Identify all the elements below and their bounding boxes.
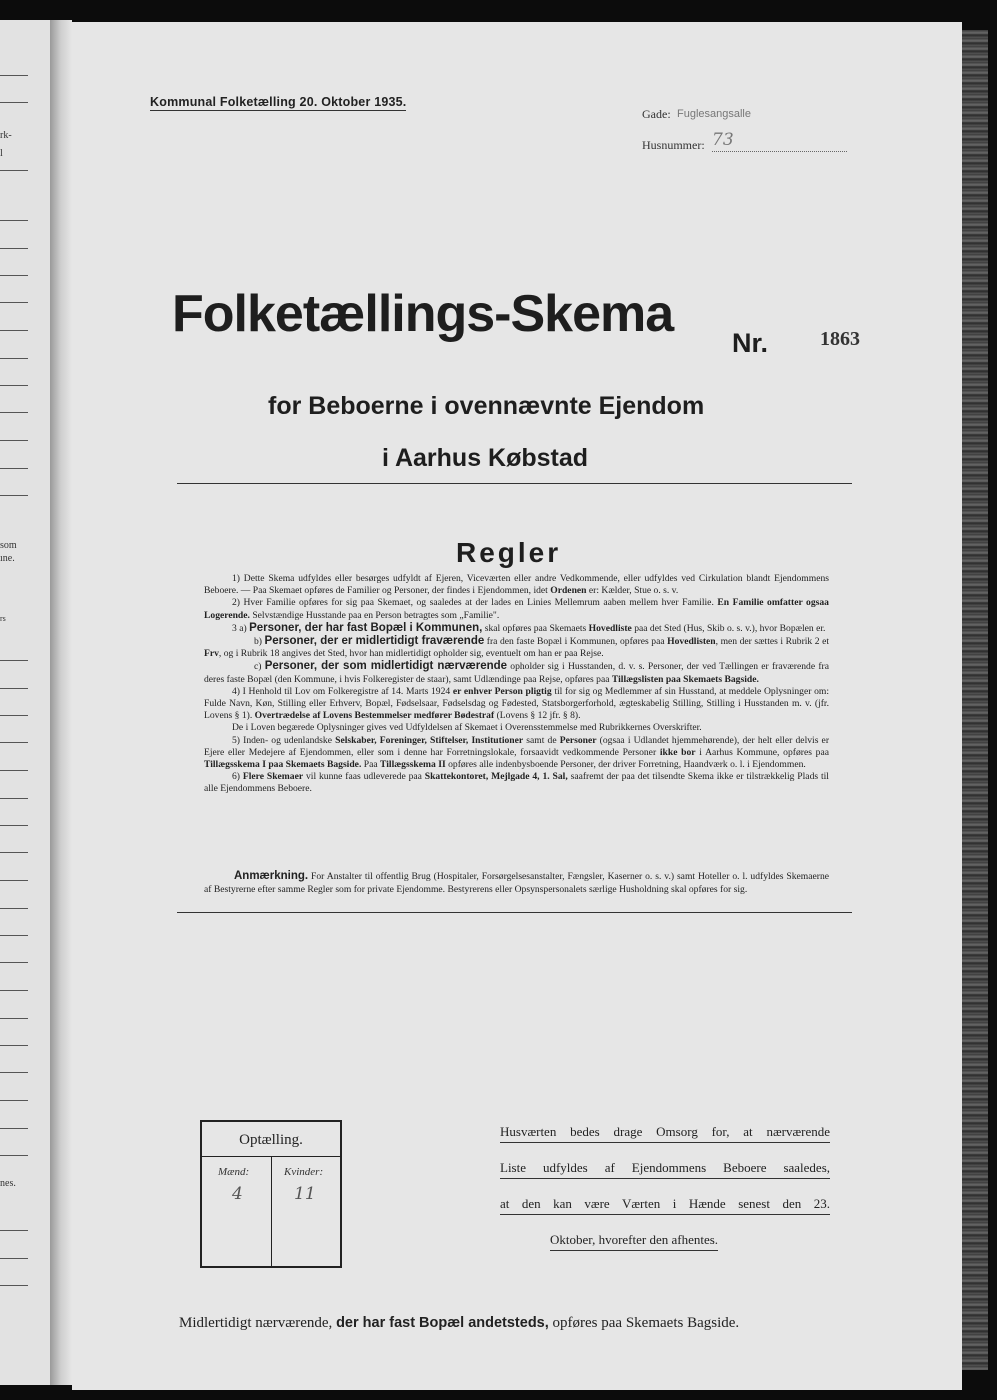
notice-line: Oktober, hvorefter den afhentes. bbox=[550, 1232, 718, 1251]
left-page-fragment: nes. bbox=[0, 1178, 16, 1189]
notice-line: Husværten bedes drage Omsorg for, at nærværende bbox=[500, 1124, 830, 1143]
rule-2: 2) Hver Familie opføres for sig paa Skemaet, og saaledes at der lades en Linies Mellemrum aaben mellem hver Familie. En Familie omfatter ogsaa Logerende. Selvstændige Husstande paa en Person betragtes som „Familie". bbox=[204, 597, 829, 621]
rules-text bbox=[204, 573, 829, 796]
husnummer-dotted-line bbox=[712, 151, 847, 152]
divider-bottom bbox=[177, 912, 852, 913]
maend-label: Mænd: bbox=[218, 1166, 250, 1178]
notice-line: Liste udfyldes af Ejendommens Beboere saaledes, bbox=[500, 1160, 830, 1179]
husnummer-label: Husnummer: bbox=[642, 138, 705, 152]
optaelling-title: Optælling. bbox=[239, 1132, 303, 1148]
anmaerkning-note bbox=[204, 870, 829, 896]
rule-3b: b) Personer, der er midlertidigt fraværende fra den faste Bopæl i Kommunen, opføres paa Hovedlisten, men der sættes i Rubrik 2 et Frv, og i Rubrik 18 angives det Sted, hvor han midlertidigt opholder sig, eventuelt om han er paa Rejse. bbox=[204, 635, 829, 660]
form-number-label: Nr. bbox=[732, 328, 769, 358]
husnummer-value-handwritten: 73 bbox=[712, 130, 734, 150]
left-page-fragment: rs bbox=[0, 614, 6, 623]
divider-top bbox=[177, 483, 852, 484]
left-page-fragment: l bbox=[0, 148, 3, 159]
kvinder-label: Kvinder: bbox=[284, 1166, 324, 1178]
form-subtitle-1: for Beboerne i ovennævnte Ejendom bbox=[268, 392, 705, 420]
rule-4: 4) I Henhold til Lov om Folkeregistre af 14. Marts 1924 er enhver Person pligtig til for sig og Medlemmer af sin Husstand, at meddele Oplysninger om: Fulde Navn, Køn, Stilling eller Erhverv, Bopæl, Fødselsaar, Fødselsdag og Fødested, Statsborgerforhold, ægteskabelig Stilling, Stilling i Husstanden m. v. (jfr. Lovens § 1). Overtrædelse af Lovens Bestemmelser medfører Bødestraf (Lovens § 12 jfr. § 8). bbox=[204, 685, 829, 722]
rule-1: 1) Dette Skema udfyldes eller besørges udfyldt af Ejeren, Viceværten eller andre Vedkommende, eller udfyldes ved Cirkulation blandt Ejendommens Beboere. — Paa Skemaet opføres de Familier og Personer, der findes i Ejendommen, idet Ordenen er: Kælder, Stue o. s. v. bbox=[204, 573, 829, 597]
kvinder-count-handwritten: 11 bbox=[294, 1184, 316, 1204]
rule-3c: c) Personer, der som midlertidigt nærværende opholder sig i Husstanden, d. v. s. Personer, der ved Tællingen er fraværende fra deres faste Bopæl (den Kommune, i hvis Folkeregister de staar), samt Udlændinge paa Rejse, opføres paa Tillægslisten paa Skemaets Bagside. bbox=[204, 660, 829, 685]
optaelling-box bbox=[200, 1120, 342, 1268]
landlord-notice bbox=[500, 1124, 830, 1268]
left-page-fragment: ıne. bbox=[0, 553, 15, 564]
footer-note: Midlertidigt nærværende, der har fast Bopæl andetsteds, opføres paa Skemaets Bagside. bbox=[179, 1315, 740, 1331]
optaelling-column-divider bbox=[271, 1156, 272, 1266]
left-page-fragment: som bbox=[0, 540, 17, 551]
gade-value-stamp: Fuglesangsalle bbox=[677, 108, 751, 120]
rule-4-note: De i Loven begærede Oplysninger gives ved Udfyldelsen af Skemaet i Overensstemmelse med Rubrikkernes Overskrifter. bbox=[232, 722, 702, 734]
form-number-value: 1863 bbox=[820, 328, 860, 350]
form-title: Folketællings-Skema bbox=[172, 285, 674, 343]
rule-5: 5) Inden- og udenlandske Selskaber, Foreninger, Stiftelser, Institutioner samt de Personer (ogsaa i Udlandet hjemmehørende), der helt eller delvis er Ejere eller Medejere af Ejendommen, eller som i denne har Forretningslokale, forsaavidt vedkommende Personer ikke bor i Aarhus Kommune, opføres paa Tillægsskema I paa Skemaets Bagside. Paa Tillægsskema II opføres alle indenbysboende Personer, der driver Forretning, Haandværk o. l. i Ejendommen. bbox=[204, 734, 830, 771]
rule-6: 6) Flere Skemaer vil kunne faas udleverede paa Skattekontoret, Mejlgade 4, 1. Sal, saafremt der paa det tilsendte Skema ikke er tilstrækkelig Plads til alle Ejendommens Beboere. bbox=[204, 771, 829, 795]
maend-count-handwritten: 4 bbox=[232, 1184, 243, 1204]
adjacent-page-strip bbox=[0, 20, 50, 1385]
notice-line: at den kan være Værten i Hænde senest den 23. bbox=[500, 1196, 830, 1215]
regler-heading: Regler bbox=[456, 537, 562, 568]
book-binding-edge bbox=[962, 30, 988, 1370]
rule-3a: 3 a) Personer, der har fast Bopæl i Kommunen, skal opføres paa Skemaets Hovedliste paa det Sted (Hus, Skib o. s. v.), hvor Bopælen er. bbox=[232, 621, 826, 634]
book-gutter bbox=[50, 20, 72, 1385]
gade-label: Gade: bbox=[642, 107, 671, 121]
census-header: Kommunal Folketælling 20. Oktober 1935. bbox=[150, 95, 407, 109]
census-form-page bbox=[72, 22, 962, 1390]
left-page-fragment: rk- bbox=[0, 130, 12, 141]
anmaerkning-text: For Anstalter til offentlig Brug (Hospitaler, Forsørgelsesanstalter, Fængsler, Kaserner o. s. v.) samt Hoteller o. l. udfyldes Skemaerne af Bestyrerne efter samme Regler som for private Ejendomme. Bestyrerens eller Opsynspersonalets særlige Husholdning skal opføres for sig. bbox=[204, 871, 829, 895]
anmaerkning-label: Anmærkning. bbox=[234, 870, 309, 882]
form-subtitle-2: i Aarhus Købstad bbox=[382, 444, 589, 472]
